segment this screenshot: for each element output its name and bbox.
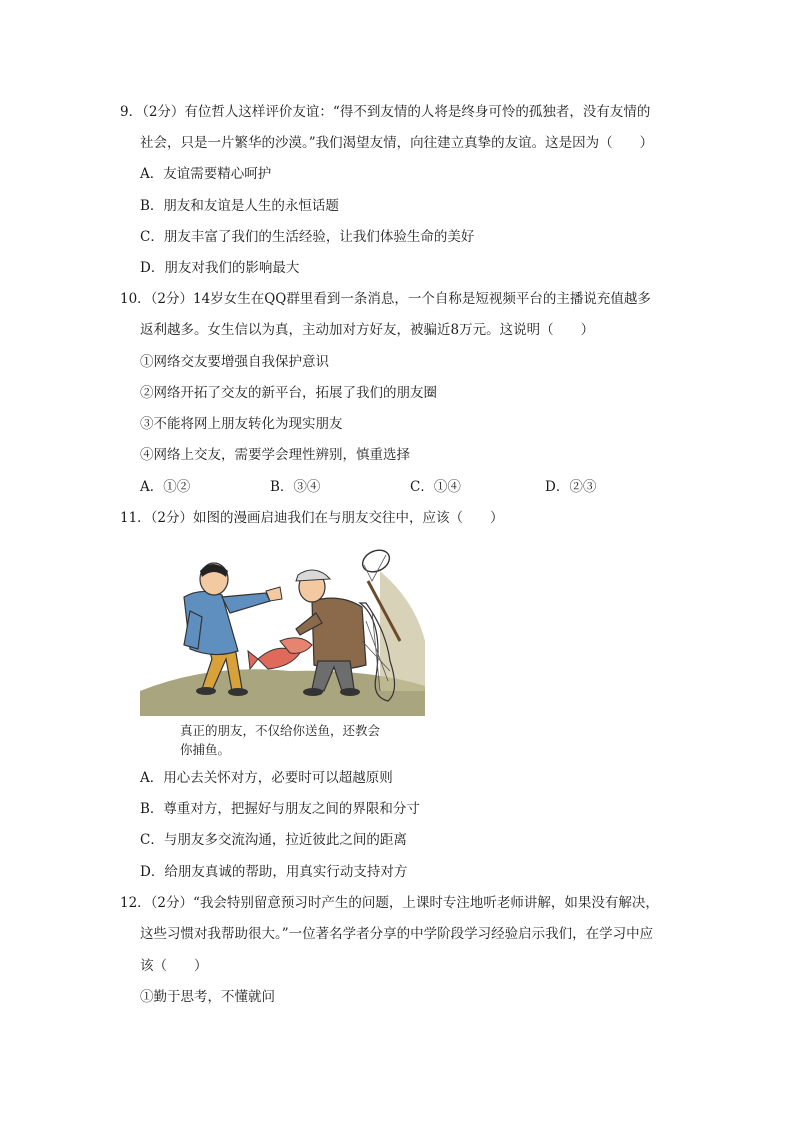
comic-caption-line2: 你捕鱼。 <box>180 742 231 757</box>
fish-icon <box>248 638 312 669</box>
comic-caption-line1: 真正的朋友，不仅给你送鱼，还教会 <box>180 723 381 738</box>
q11-option-d: D．给朋友真诚的帮助，用真实行动支持对方 <box>140 864 408 880</box>
q9-option-c: C．朋友丰富了我们的生活经验，让我们体验生命的美好 <box>140 229 475 245</box>
q12-stem-line3: 该（ ） <box>140 958 208 974</box>
q9-stem-line1: 9．（2分）有位哲人这样评价友谊：“得不到友情的人将是终身可怜的孤独者，没有友情的 <box>120 104 651 120</box>
q11-stem: 11．（2分）如图的漫画启迪我们在与朋友交往中，应该（ ） <box>120 510 504 526</box>
q10-stem-line1: 10．（2分）14岁女生在QQ群里看到一条消息，一个自称是短视频平台的主播说充值越多 <box>120 291 651 307</box>
q10-option-c: C．①④ <box>410 479 461 495</box>
q10-statement-1: ①网络交友要增强自我保护意识 <box>140 354 329 370</box>
q10-statement-2: ②网络开拓了交友的新平台，拓展了我们的朋友圈 <box>140 385 437 401</box>
q9-option-a: A．友谊需要精心呵护 <box>140 166 272 182</box>
q9-option-d: D．朋友对我们的影响最大 <box>140 260 300 276</box>
q10-stem-line2: 返利越多。女生信以为真，主动加对方好友，被骗近8万元。这说明（ ） <box>140 322 595 338</box>
q11-option-b: B．尊重对方，把握好与朋友之间的界限和分寸 <box>140 801 420 817</box>
q10-option-b: B．③④ <box>270 479 321 495</box>
q12-statement-1: ①勤于思考，不懂就问 <box>140 989 275 1005</box>
q12-stem-line1: 12．（2分）“我会特别留意预习时产生的问题，上课时专注地听老师讲解，如果没有解决， <box>120 895 659 911</box>
q11-option-a: A．用心去关怀对方，必要时可以超越原则 <box>140 770 393 786</box>
comic-illustration <box>140 541 425 716</box>
q11-option-c: C．与朋友多交流沟通，拉近彼此之间的距离 <box>140 832 407 848</box>
q12-stem-line2: 这些习惯对我帮助很大。”一位著名学者分享的中学阶段学习经验启示我们，在学习中应 <box>140 926 654 942</box>
q9-stem-line2: 社会，只是一片繁华的沙漠。”我们渴望友情，向往建立真挚的友谊。这是因为（ ） <box>140 135 654 151</box>
q9-option-b: B．朋友和友谊是人生的永恒话题 <box>140 198 339 214</box>
q10-option-a: A．①② <box>140 479 191 495</box>
q10-statement-4: ④网络上交友，需要学会理性辨别，慎重选择 <box>140 447 410 463</box>
q10-statement-3: ③不能将网上朋友转化为现实朋友 <box>140 416 343 432</box>
q10-option-d: D．②③ <box>545 479 597 495</box>
